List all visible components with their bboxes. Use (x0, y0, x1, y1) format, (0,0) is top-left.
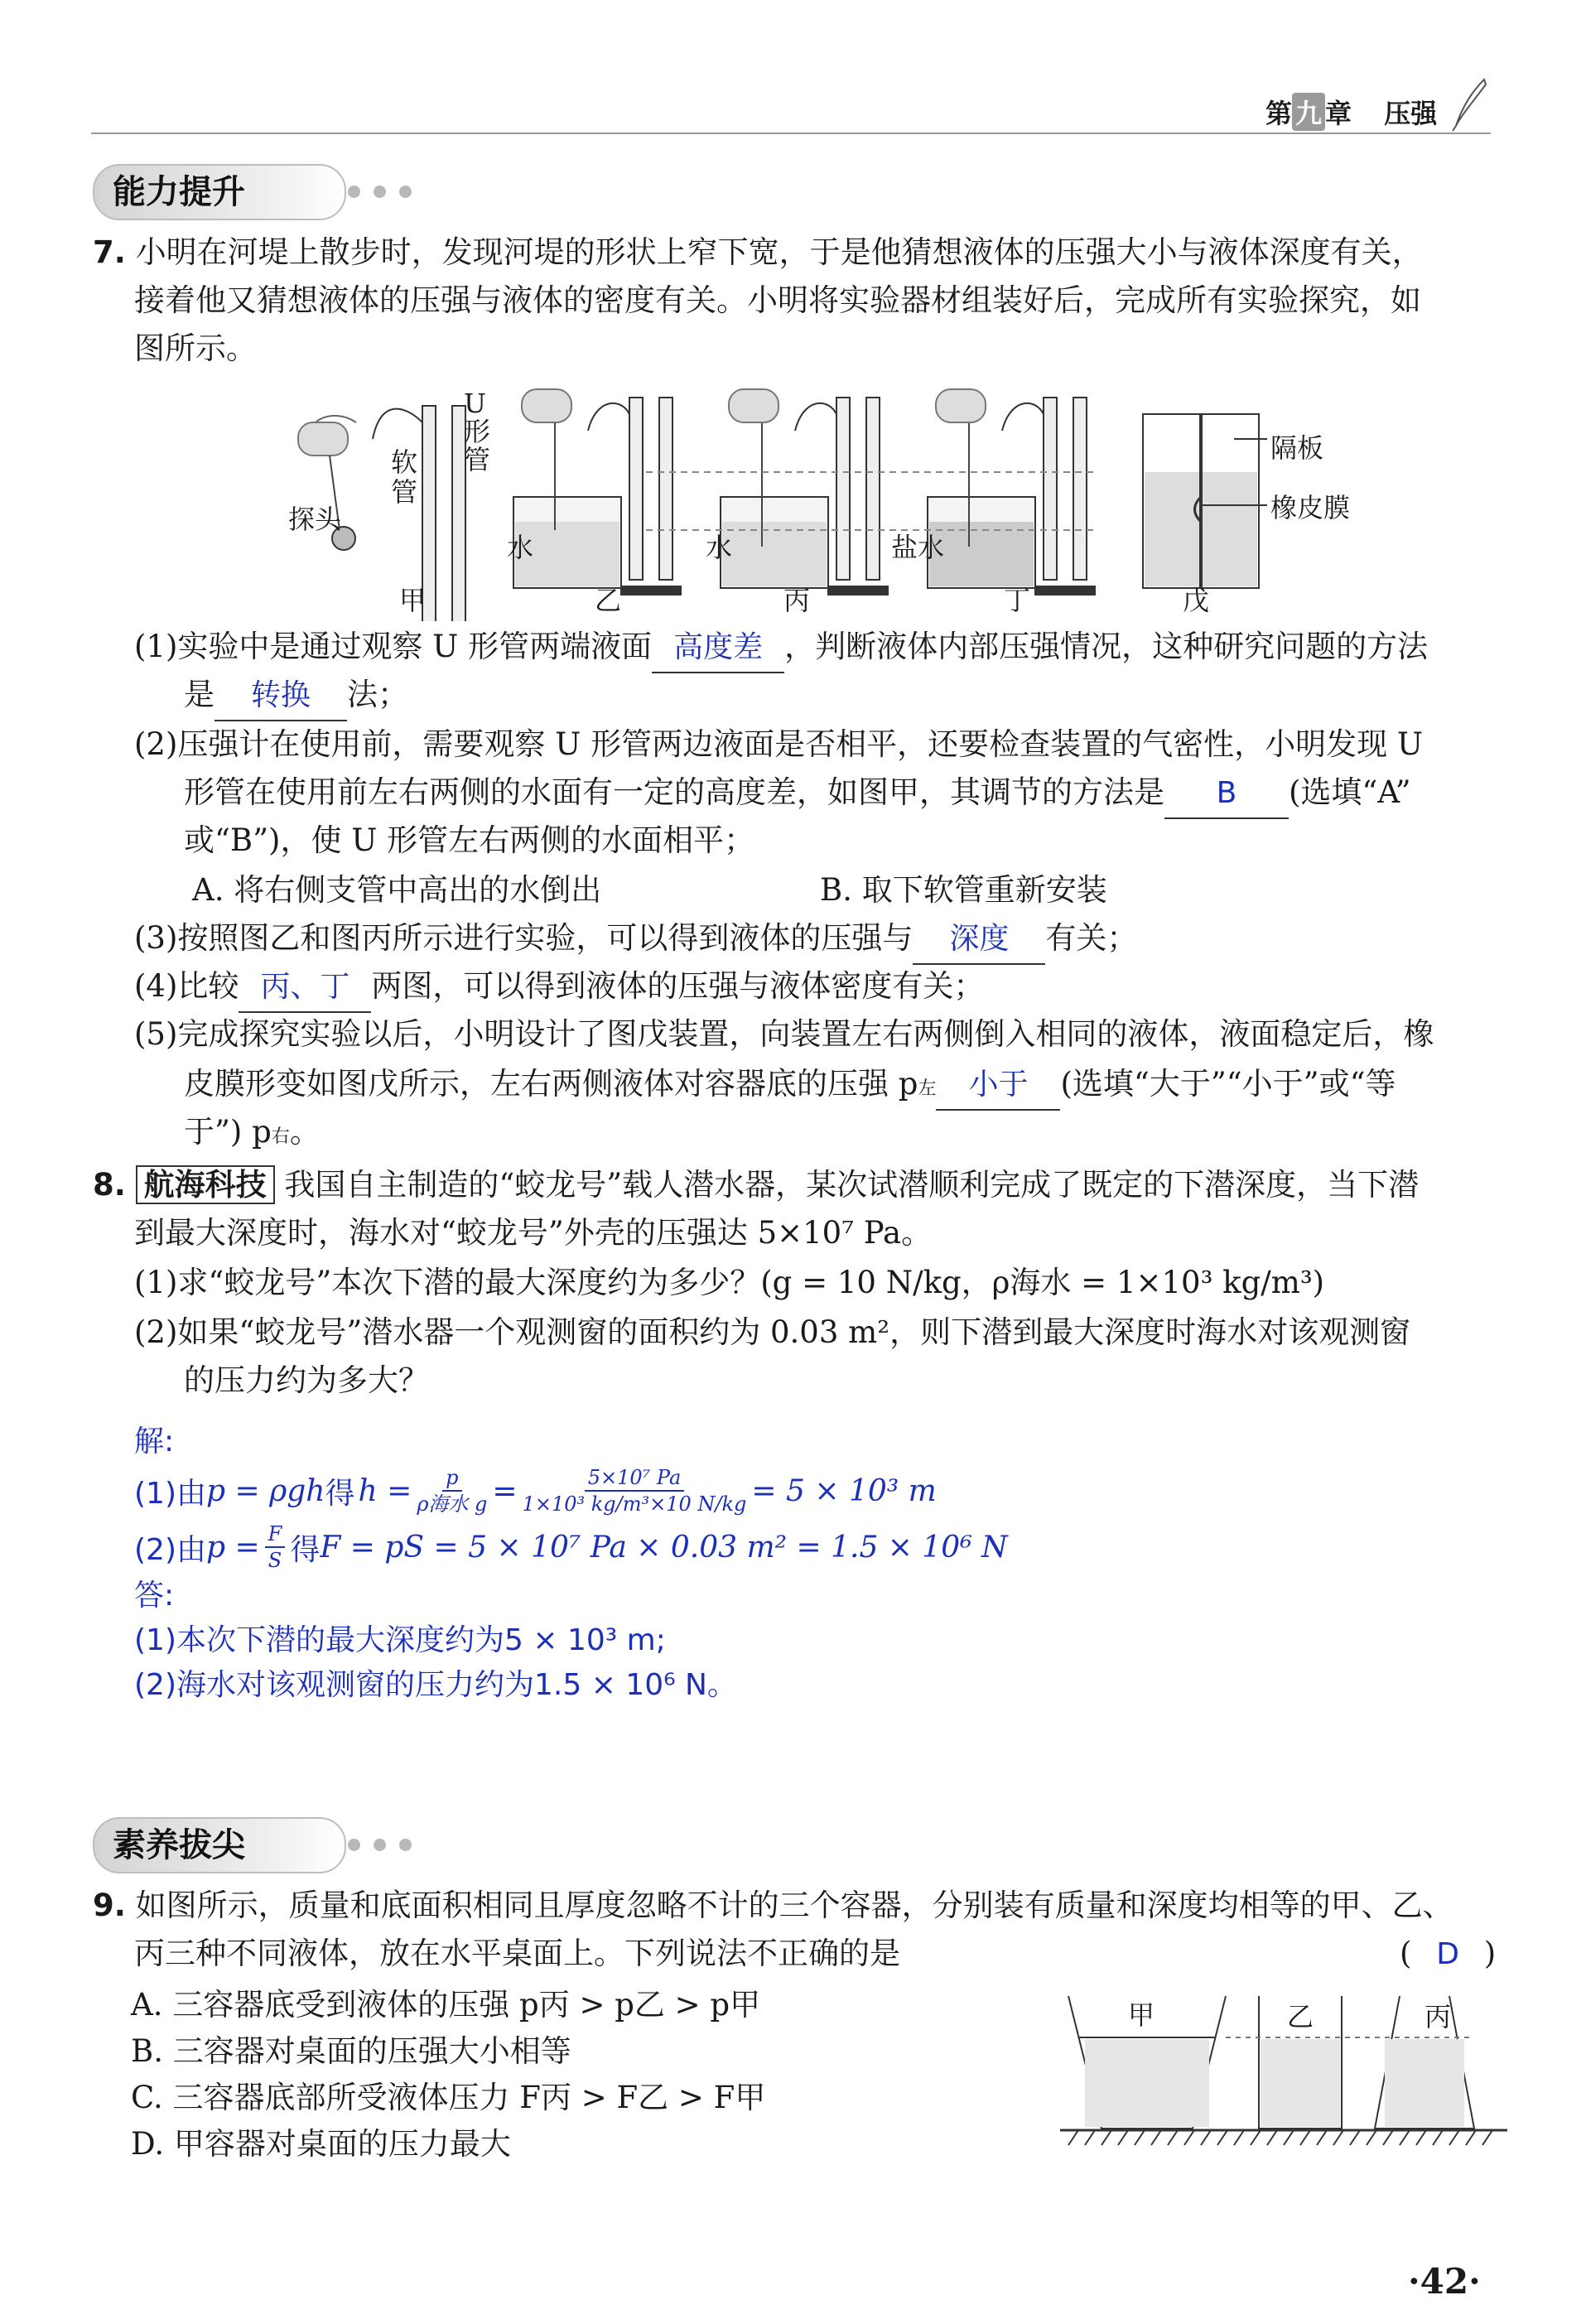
question-number: 8. (93, 1167, 126, 1203)
chapter-number-badge: 九 (1292, 93, 1325, 131)
answer-blank: B (1164, 769, 1289, 819)
fraction: $\frac{F}{S}$ (265, 1524, 286, 1570)
q8-stem: 8. 航海科技 我国自主制造的“蛟龙号”载人潜水器，某次试潜顺利完成了既定的下潜深度，当下潜 (93, 1167, 1420, 1203)
question-number: 7. (93, 234, 126, 270)
caption-bing: 丙 (783, 585, 811, 616)
answer-blank: 深度 (913, 915, 1045, 965)
section-dots (348, 186, 425, 201)
answer-blank: 高度差 (652, 624, 784, 673)
q9-label-jia: 甲 (1128, 1999, 1155, 2031)
answer-line1: (1)本次下潜的最大深度约为5 × 10³ m; (134, 1623, 666, 1657)
fraction: $\frac{\text{5×10⁷ Pa}}{\text{1×10³ kg/m³×10 N/kg}}$ (522, 1466, 747, 1516)
answer-blank: 转换 (215, 672, 347, 721)
section-dots (348, 1839, 425, 1854)
solution-line1: (1)由 p = ρgh 得 h = $\frac{p}{\text{ρ海水 g}}$ = $\frac{\text{5×10⁷ Pa}}{\text{1×10³ kg/m³×10 N/kg}}$ = 5 × 10³ m (134, 1466, 937, 1516)
q7-part4: (4)比较 丙、丁 两图，可以得到液体的压强与液体密度有关； (134, 962, 984, 1013)
q9-label-yi: 乙 (1287, 2001, 1314, 2032)
label-hose: 软管 (391, 446, 418, 508)
topic-tag: 航海科技 (136, 1165, 275, 1204)
q9-option-c: C. 三容器底部所受液体压力 F丙 > F乙 > F甲 (131, 2080, 766, 2115)
q7-option-a: A. 将右侧支管中高出的水倒出 (192, 872, 602, 908)
q7-part2-line3: 或“B”)，使 U 形管左右两侧的水面相平； (184, 822, 755, 858)
q7-part2-line1: (2)压强计在使用前，需要观察 U 形管两边液面是否相平，还要检查装置的气密性，小明发现 U (134, 726, 1424, 762)
q7-stem-line3: 图所示。 (134, 330, 257, 366)
label-partition: 隔板 (1270, 432, 1324, 464)
label-brine: 盐水 (891, 532, 945, 563)
label-probe: 探头 (288, 504, 342, 535)
label-water-yi: 水 (507, 532, 534, 563)
q8-part2-line2: 的压力约为多大？ (184, 1362, 429, 1398)
fraction: $\frac{p}{\text{ρ海水 g}}$ (417, 1466, 488, 1516)
label-membrane: 橡皮膜 (1270, 492, 1351, 523)
q7-part5-line3: 于”) p右。 (184, 1114, 321, 1150)
q8-stem-line2: 到最大深度时，海水对“蛟龙号”外壳的压强达 5×10⁷ Pa。 (134, 1215, 933, 1251)
section-literacy: 素养拔尖 (93, 1817, 346, 1873)
page-number: ·42· (1408, 2261, 1481, 2302)
solution-heading: 解: (134, 1425, 175, 1459)
caption-wu: 戊 (1183, 585, 1210, 616)
answer-heading: 答: (134, 1579, 175, 1613)
section-ability: 能力提升 (93, 164, 346, 220)
q9-answer-bracket: ( D ) (1400, 1936, 1497, 1971)
q9-option-d: D. 甲容器对桌面的压力最大 (131, 2126, 511, 2162)
q8-part2-line1: (2)如果“蛟龙号”潜水器一个观测窗的面积约为 0.03 m²，则下潜到最大深度时海水对该观测窗 (134, 1314, 1411, 1350)
choice-answer: D (1436, 1937, 1459, 1971)
solution-line2: (2)由 p = $\frac{F}{S}$ 得 F = pS = 5 × 10⁷ Pa × 0.03 m² = 1.5 × 10⁶ N (134, 1522, 1008, 1572)
q7-part1-line2: 是 转换 法； (184, 671, 408, 721)
q7-part2-line2: 形管在使用前左右两侧的水面有一定的高度差，如图甲，其调节的方法是 B (选填“A” (184, 769, 1411, 819)
answer-blank: 小于 (936, 1061, 1060, 1111)
q7-part5-line1: (5)完成探究实验以后，小明设计了图戊装置，向装置左右两侧倒入相同的液体，液面稳定后，橡 (134, 1016, 1434, 1052)
chapter-header: 第 九 章 压强 (1265, 93, 1437, 131)
label-utube: U形管 (464, 388, 491, 475)
question-number: 9. (93, 1888, 126, 1923)
q9-option-b: B. 三容器对桌面的压强大小相等 (131, 2033, 571, 2069)
quill-icon (1448, 76, 1489, 134)
caption-jia: 甲 (399, 585, 427, 616)
answer-blank: 丙、丁 (239, 963, 371, 1013)
chapter-title: 压强 (1384, 98, 1438, 129)
q7-stem: 7. 小明在河堤上散步时，发现河堤的形状上窄下宽，于是他猜想液体的压强大小与液体深度有关， (93, 234, 1423, 270)
q9-option-a: A. 三容器底受到液体的压强 p丙 > p乙 > p甲 (131, 1987, 761, 2023)
header-rule (91, 133, 1491, 134)
q7-part3: (3)按照图乙和图丙所示进行实验，可以得到液体的压强与 深度 有关； (134, 914, 1137, 965)
q7-part1-line1: (1)实验中是通过观察 U 形管两端液面 高度差 ，判断液体内部压强情况，这种研究问题的方法 (134, 623, 1428, 673)
q9-stem-line2: 丙三种不同液体，放在水平桌面上。下列说法不正确的是 (134, 1936, 900, 1971)
label-water-bing: 水 (706, 532, 733, 563)
caption-yi: 乙 (595, 585, 622, 616)
caption-ding: 丁 (1004, 585, 1031, 616)
answer-line2: (2)海水对该观测窗的压力约为1.5 × 10⁶ N。 (134, 1668, 737, 1702)
q7-stem-line2: 接着他又猜想液体的压强与液体的密度有关。小明将实验器材组装好后，完成所有实验探究，如 (134, 282, 1421, 318)
q7-option-b: B. 取下软管重新安装 (820, 872, 1107, 908)
q9-label-bing: 丙 (1425, 2001, 1452, 2032)
q9-stem: 9. 如图所示，质量和底面积相同且厚度忽略不计的三个容器，分别装有质量和深度均相等的甲、乙、 (93, 1888, 1453, 1923)
q7-part5-line2: 皮膜形变如图戊所示，左右两侧液体对容器底的压强 p左 小于 (选填“大于”“小于”或“等 (184, 1060, 1396, 1113)
q8-part1: (1)求“蛟龙号”本次下潜的最大深度约为多少？(g = 10 N/kg，ρ海水 = 1×10³ kg/m³) (134, 1265, 1325, 1300)
